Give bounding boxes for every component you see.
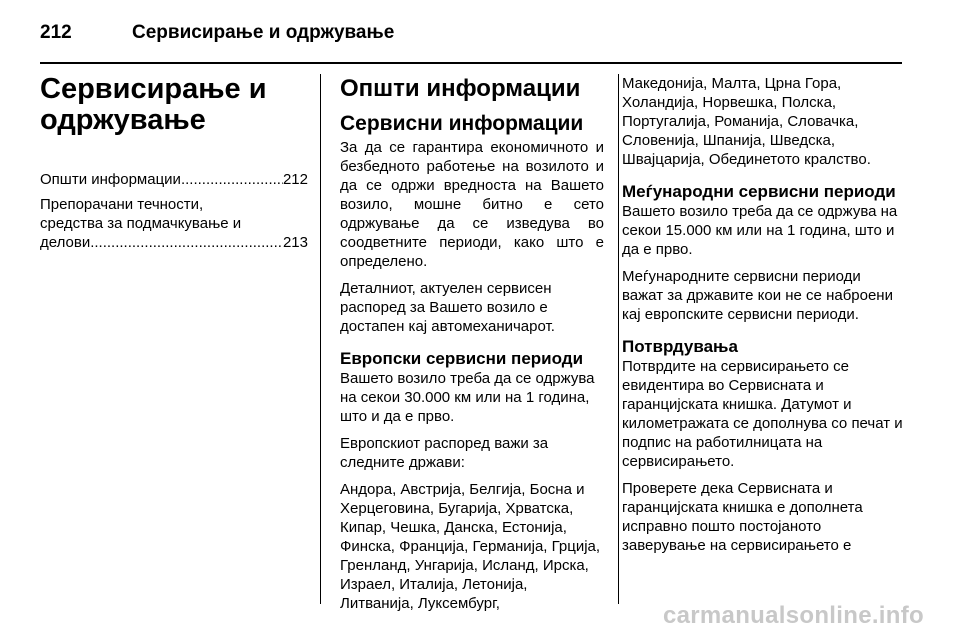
- paragraph: Деталниот, актуелен сервисен распоред за Вашето возило е достапен кај автомеханичарот.: [340, 280, 555, 335]
- paragraph: За да се гарантира економичното и безбедното работење на возилото и да се одржи вредноста на Вашето возило, мошне битно е сето одржување да се изведува во соодветните периоди, како што е определено.: [340, 139, 604, 270]
- paragraph: Европскиот распоред важи за следните држави:: [340, 435, 549, 471]
- paragraph: Македонија, Малта, Црна Гора, Холандија, Норвешка, Полска, Португалија, Романија, Словачка, Словенија, Шпанија, Шведска, Швајцарија, Обединетото кралство.: [622, 75, 871, 168]
- toc-column: [40, 74, 308, 258]
- section-heading: Општи информации: [340, 75, 581, 102]
- running-title: Сервисирање и одржување: [132, 22, 395, 43]
- paragraph: Потврдите на сервисирањето се евидентира во Сервисната и гаранцијската книшка. Датумот и километражата се дополнува со печат и подпис на работилницата на сервисирањето.: [622, 358, 903, 470]
- chapter-title: Сервисирање и одржување: [40, 73, 267, 136]
- toc-item-label: Општи информации: [40, 171, 181, 188]
- toc-leader-dots: [181, 170, 283, 189]
- page-header: [40, 22, 394, 44]
- column-divider-2: [618, 74, 619, 604]
- heading-confirmations: Потврдувања: [622, 337, 738, 356]
- heading-international-intervals: Меѓународни сервисни периоди: [622, 182, 896, 201]
- paragraph: Вашето возило треба да се одржува на секои 30.000 км или на 1 година, што и да е прво.: [340, 370, 595, 425]
- paragraph: Проверете дека Сервисната и гаранцијската книшка е дополнета исправно пошто постојаното заверување на сервисирањето е: [622, 480, 863, 554]
- toc-item-general-info[interactable]: [40, 170, 308, 189]
- paragraph: Андора, Австрија, Белгија, Босна и Херцеговина, Бугарија, Хрватска, Кипар, Чешка, Данска, Естонија, Финска, Франција, Германија, Грција, Гренланд, Унгарија, Исланд, Ирска, Израел, Италија, Летонија, Литванија, Луксембург,: [340, 481, 601, 612]
- paragraph: Меѓународните сервисни периоди важат за државите кои не се наброени кај европските сервисни периоди.: [622, 268, 893, 323]
- toc-page-number: 212: [282, 171, 308, 188]
- heading-european-intervals: Европски сервисни периоди: [340, 349, 584, 368]
- subsection-heading: Сервисни информации: [340, 112, 584, 135]
- toc-item-label-line: средства за подмачкување и: [40, 215, 242, 232]
- toc-item-label-line: Препорачани течности,: [40, 196, 204, 213]
- content-column-3: [622, 74, 904, 563]
- header-rule: [40, 62, 902, 64]
- toc-page-number: 213: [282, 234, 308, 251]
- toc-leader-dots: [90, 233, 283, 252]
- content-column-2: [340, 74, 604, 621]
- watermark: carmanualsonline.info: [662, 602, 924, 629]
- toc-item-fluids-lubricants[interactable]: [40, 195, 308, 252]
- column-divider-1: [320, 74, 321, 604]
- paragraph: Вашето возило треба да се одржува на секои 15.000 км или на 1 година, што и да е прво.: [622, 203, 898, 258]
- page-number: 212: [40, 22, 72, 43]
- toc-item-label-line: делови: [40, 234, 91, 251]
